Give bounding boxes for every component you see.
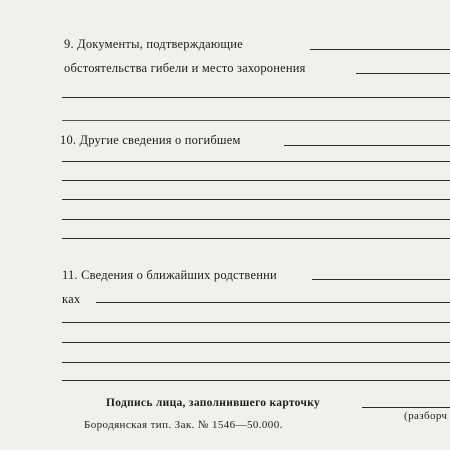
item-11-answer-line-6[interactable]: [62, 380, 450, 381]
item-9-answer-line-3[interactable]: [62, 97, 450, 98]
signature-line[interactable]: [362, 407, 450, 408]
signature-hint: (разборч: [404, 410, 448, 422]
item-11-answer-line-1[interactable]: [312, 279, 450, 280]
item-10-answer-line-1[interactable]: [284, 145, 450, 146]
item-11-label: 11. Сведения о ближайших родственни: [62, 268, 277, 282]
item-11-label-continued: ках: [62, 292, 81, 306]
item-10-answer-line-2[interactable]: [62, 161, 450, 162]
item-9-answer-line-2[interactable]: [356, 73, 450, 74]
item-11-answer-line-5[interactable]: [62, 362, 450, 363]
item-9-label-continued: обстоятельства гибели и место захоронения: [64, 61, 306, 75]
signature-label: Подпись лица, заполнившего карточку: [106, 397, 321, 409]
item-9-answer-line-1[interactable]: [310, 49, 450, 50]
item-9-answer-line-4[interactable]: [62, 120, 450, 121]
item-11-answer-line-4[interactable]: [62, 342, 450, 343]
item-11-answer-line-3[interactable]: [62, 322, 450, 323]
item-11-answer-line-2[interactable]: [96, 302, 450, 303]
item-10-answer-line-5[interactable]: [62, 219, 450, 220]
printer-imprint: Бородянская тип. Зак. № 1546—50.000.: [84, 419, 283, 431]
item-10-answer-line-3[interactable]: [62, 180, 450, 181]
item-10-label: 10. Другие сведения о погибшем: [60, 133, 241, 147]
item-10-answer-line-4[interactable]: [62, 199, 450, 200]
item-10-answer-line-6[interactable]: [62, 238, 450, 239]
item-9-label: 9. Документы, подтверждающие: [64, 37, 243, 51]
